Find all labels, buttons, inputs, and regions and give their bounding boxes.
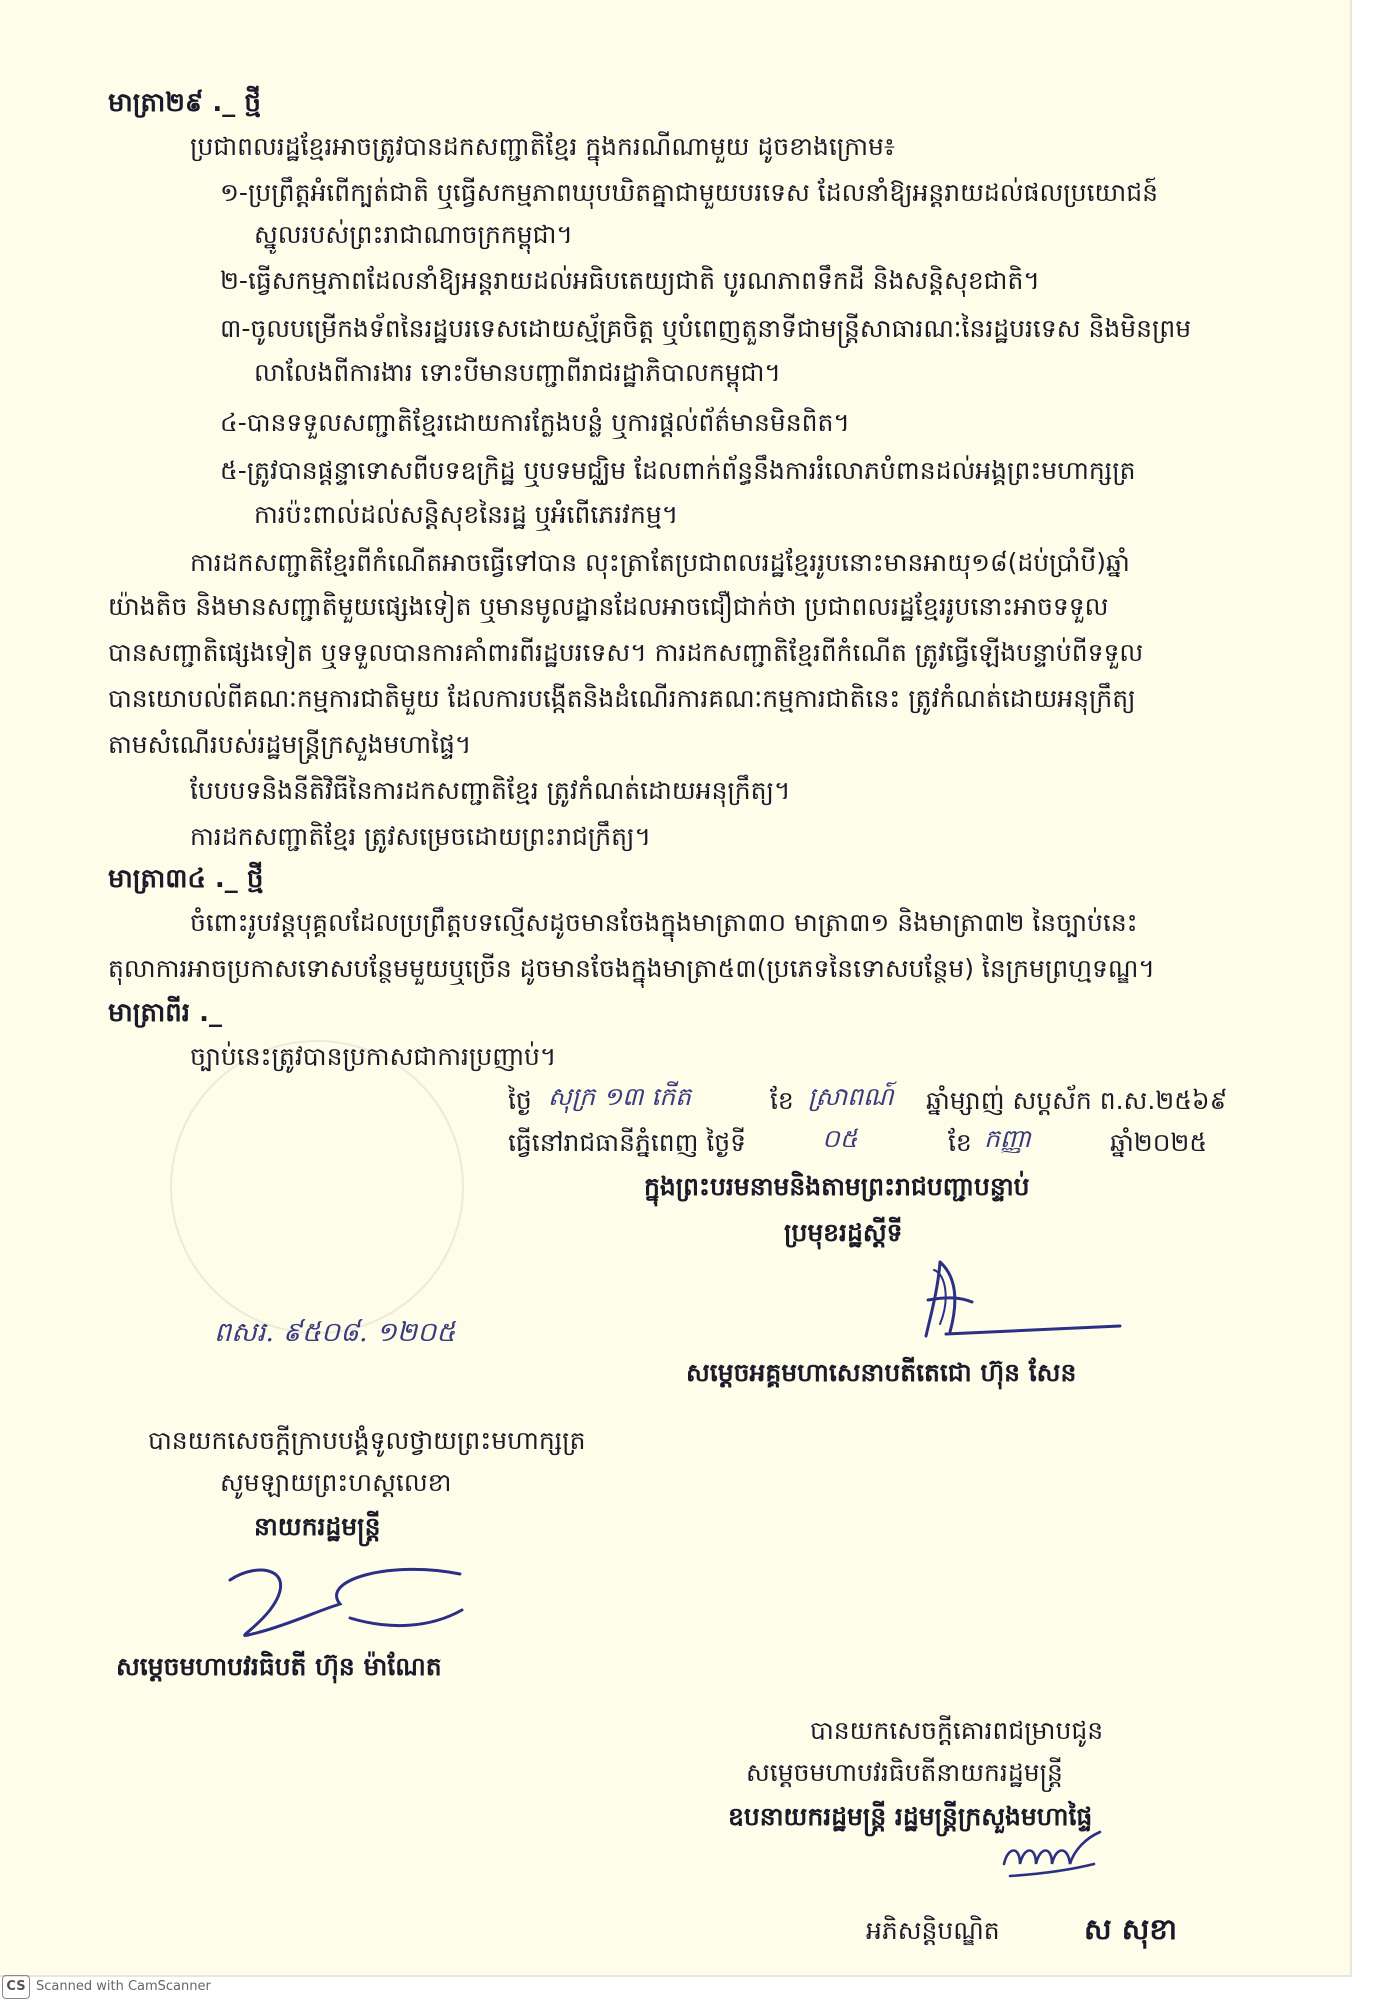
pm-block-line-2: សូមឡាយព្រះហស្តលេខា	[220, 1468, 452, 1497]
sar-kheng-signature	[990, 1824, 1130, 1894]
article-29-item-1-line-1: ១-ប្រព្រឹត្តអំពើក្បត់ជាតិ ឬធ្វើសកម្មភាពឃុបឃិតគ្នាជាមួយបរទេស ដែលនាំឱ្យអន្តរាយដល់ផលប្រយោជន៍	[220, 178, 1159, 207]
date-year-text: ឆ្នាំម្សាញ់ សប្តស័ក ព.ស.២៥៦៩	[926, 1086, 1228, 1115]
article-29-item-3-line-2: លាលែងពីការងារ ទោះបីមានបញ្ជាពីរាជរដ្ឋាភិបាលកម្ពុជា។	[254, 358, 781, 387]
dpm-block-line-2: សម្តេចមហាបវរធិបតីនាយករដ្ឋមន្ត្រី	[746, 1758, 1063, 1787]
king-block-line-2: ប្រមុខរដ្ឋស្តីទី	[784, 1218, 903, 1247]
king-block-name: សម្តេចអគ្គមហាសេនាបតីតេជោ ហ៊ុន សែន	[686, 1358, 1077, 1387]
date-lunar-handwritten: សុក្រ ១៣ កើត	[548, 1082, 691, 1111]
article-29-heading: មាត្រា២៩ ._ ថ្មី	[108, 88, 261, 118]
pm-block-line-1: បានយកសេចក្តីក្រាបបង្គំទូលថ្វាយព្រះមហាក្សត្រ	[148, 1426, 586, 1455]
article-29-item-5-line-1: ៥-ត្រូវបានផ្តន្ទាទោសពីបទឧក្រិដ្ឋ ឬបទមជ្ឈិម ដែលពាក់ព័ន្ធនឹងការរំលោភបំពានដល់អង្គព្រះមហាក្សត្រ	[220, 456, 1136, 485]
king-block-line-1: ក្នុងព្រះបរមនាមនិងតាមព្រះរាជបញ្ជាបន្ទាប់	[644, 1172, 1030, 1201]
dpm-block-name-prefix: អភិសន្តិបណ្ឌិត	[866, 1916, 1000, 1945]
date-greg-month-prefix: ខែ	[948, 1128, 972, 1157]
article-34-heading: មាត្រា៣៤ ._ ថ្មី	[108, 864, 264, 894]
registry-number: ពសរ. ៩៥០៨. ១២០៥	[214, 1317, 456, 1348]
hun-sen-signature	[900, 1240, 1140, 1350]
article-two-heading: មាត្រាពីរ ._	[108, 998, 222, 1028]
date-day-handwritten: ០៥	[822, 1124, 858, 1153]
article-29-item-1-line-2: ស្នូលរបស់ព្រះរាជាណាចក្រកម្ពុជា។	[254, 220, 573, 249]
article-29-item-3-line-1: ៣-ចូលបម្រើកងទ័ពនៃរដ្ឋបរទេសដោយស្ម័គ្រចិត្ត ឬបំពេញតួនាទីជាមន្ត្រីសាធារណៈនៃរដ្ឋបរទេស និងមិនព្រម	[220, 314, 1192, 343]
article-29-paragraph-line-4: បានយោបល់ពីគណៈកម្មការជាតិមួយ ដែលការបង្កើតនិងដំណើរការគណៈកម្មការជាតិនេះ ត្រូវកំណត់ដោយអនុក្រឹត្យ	[108, 684, 1136, 713]
date-month-prefix: ខែ	[770, 1086, 794, 1115]
camscanner-watermark: Scanned with CamScanner	[36, 1979, 211, 1994]
article-34-line-1: ចំពោះរូបវន្តបុគ្គលដែលប្រព្រឹត្តបទល្មើសដូចមានចែងក្នុងមាត្រា៣០ មាត្រា៣១ និងមាត្រា៣២ នៃច្បាប់នេះ	[190, 908, 1138, 937]
date-greg-year: ឆ្នាំ២០២៥	[1110, 1128, 1208, 1157]
article-29-item-2: ២-ធ្វើសកម្មភាពដែលនាំឱ្យអន្តរាយដល់អធិបតេយ្យជាតិ បូរណភាពទឹកដី និងសន្តិសុខជាតិ។	[220, 266, 1040, 295]
dpm-block-line-1: បានយកសេចក្តីគោរពជម្រាបជូន	[810, 1716, 1104, 1745]
pm-block-title: នាយករដ្ឋមន្ត្រី	[254, 1512, 381, 1541]
article-29-decision: ការដកសញ្ជាតិខ្មែរ ត្រូវសម្រេចដោយព្រះរាជក្រឹត្យ។	[190, 822, 651, 851]
article-29-intro: ប្រជាពលរដ្ឋខ្មែរអាចត្រូវបានដកសញ្ជាតិខ្មែរ ក្នុងករណីណាមួយ ដូចខាងក្រោម៖	[190, 132, 895, 161]
pm-block-name: សម្តេចមហាបវរធិបតី ហ៊ុន ម៉ាណែត	[116, 1652, 442, 1681]
dpm-block-title: ឧបនាយករដ្ឋមន្ត្រី រដ្ឋមន្ត្រីក្រសួងមហាផ្ទៃ	[728, 1802, 1093, 1831]
article-29-paragraph-line-5: តាមសំណើរបស់រដ្ឋមន្ត្រីក្រសួងមហាផ្ទៃ។	[108, 730, 472, 759]
article-29-item-5-line-2: ការប៉ះពាល់ដល់សន្តិសុខនៃរដ្ឋ ឬអំពើភេរវកម្ម។	[254, 500, 679, 529]
faded-seal-stamp	[170, 1040, 464, 1334]
article-29-paragraph-line-1: ការដកសញ្ជាតិខ្មែរពីកំណើតអាចធ្វើទៅបាន លុះត្រាតែប្រជាពលរដ្ឋខ្មែររូបនោះមានអាយុ១៨(ដប់ប្រាំបី)ឆ្នាំ	[190, 548, 1130, 577]
article-29-procedure: បែបបទនិងនីតិវិធីនៃការដកសញ្ជាតិខ្មែរ ត្រូវកំណត់ដោយអនុក្រឹត្យ។	[190, 776, 791, 805]
article-29-paragraph-line-3: បានសញ្ជាតិផ្សេងទៀត ឬទទួលបានការគាំពារពីរដ្ឋបរទេស។ ការដកសញ្ជាតិខ្មែរពីកំណើត ត្រូវធ្វើឡើងបន្ទាប់ពីទទួល	[108, 638, 1144, 667]
article-29-item-4: ៤-បានទទួលសញ្ជាតិខ្មែរដោយការក្លែងបន្លំ ឬការផ្តល់ព័ត៌មានមិនពិត។	[220, 408, 850, 437]
article-two-text: ច្បាប់នេះត្រូវបានប្រកាសជាការប្រញាប់។	[190, 1042, 557, 1071]
date-lunar-prefix: ថ្ងៃ	[508, 1086, 532, 1115]
article-29-paragraph-line-2: យ៉ាងតិច និងមានសញ្ជាតិមួយផ្សេងទៀត ឬមានមូលដ្ឋានដែលអាចជឿជាក់ថា ប្រជាពលរដ្ឋខ្មែររូបនោះអាចទទួល	[108, 592, 1109, 621]
article-34-line-2: តុលាការអាចប្រកាសទោសបន្ថែមមួយឬច្រើន ដូចមានចែងក្នុងមាត្រា៥៣(ប្រភេទនៃទោសបន្ថែម) នៃក្រមព្រហ្មទណ្ឌ។	[108, 954, 1155, 983]
hun-manet-signature	[200, 1540, 490, 1660]
camscanner-logo-icon: CS	[2, 1975, 30, 1999]
date-month-handwritten: ស្រាពណ៍	[808, 1082, 894, 1111]
date-place-prefix: ធ្វើនៅរាជធានីភ្នំពេញ ថ្ងៃទី	[508, 1128, 747, 1157]
dpm-block-name: ស សុខា	[1084, 1912, 1177, 1946]
date-greg-month-handwritten: កញ្ញា	[984, 1124, 1032, 1153]
